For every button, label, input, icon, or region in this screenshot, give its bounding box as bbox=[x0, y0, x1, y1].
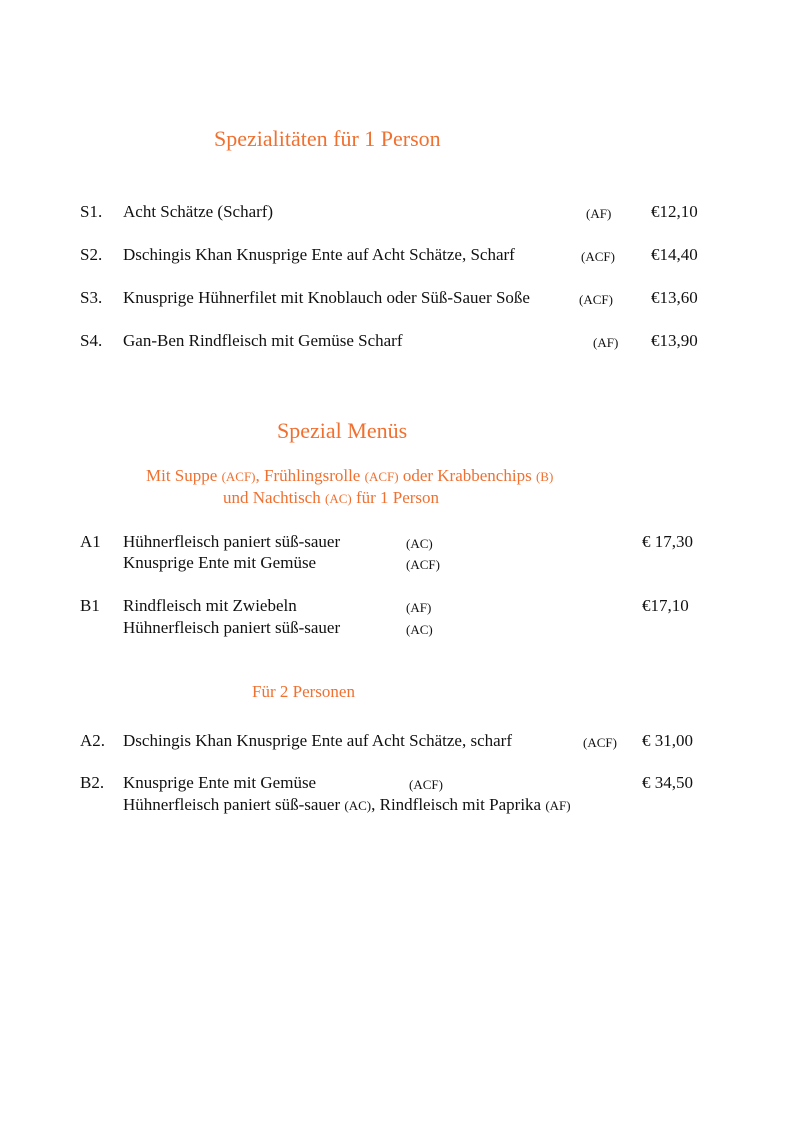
item-code: B1 bbox=[80, 596, 100, 615]
item-name: Hühnerfleisch paniert süß-sauer bbox=[123, 618, 341, 637]
item-price: € 31,00 bbox=[642, 731, 693, 750]
item-code: A2. bbox=[80, 731, 106, 750]
item-name: Acht Schätze (Scharf) bbox=[123, 202, 274, 221]
section-title-specialties: Spezialitäten für 1 Person bbox=[214, 126, 441, 151]
item-name: Rindfleisch mit Zwiebeln bbox=[123, 596, 297, 615]
item-allergens: (AF) bbox=[545, 798, 571, 813]
subtitle-allergens: (AC) bbox=[324, 491, 352, 506]
item-code: S4. bbox=[80, 331, 103, 350]
item-name: Knusprige Ente mit Gemüse bbox=[123, 773, 317, 792]
item-name: Hühnerfleisch paniert süß-sauer bbox=[123, 532, 341, 551]
item-allergens: (ACF) bbox=[406, 557, 440, 572]
item-allergens: (ACF) bbox=[581, 249, 615, 264]
item-allergens: (AF) bbox=[586, 206, 612, 221]
item-name: Dschingis Khan Knusprige Ente auf Acht Schätze, Scharf bbox=[123, 245, 515, 264]
item-price: €13,90 bbox=[651, 331, 698, 350]
item-allergens: (AC) bbox=[406, 622, 433, 637]
item-allergens: (AC) bbox=[344, 798, 372, 813]
menu-subtitle-line-1 bbox=[146, 466, 553, 486]
subtitle-text: oder Krabbenchips bbox=[398, 466, 536, 485]
subtitle-text: für 1 Person bbox=[351, 488, 440, 507]
item-extra-line bbox=[123, 795, 571, 815]
subtitle-text: Mit Suppe bbox=[146, 466, 222, 485]
item-name: Hühnerfleisch paniert süß-sauer bbox=[123, 795, 345, 814]
item-price: €12,10 bbox=[651, 202, 698, 221]
item-code: A1 bbox=[80, 532, 101, 551]
item-name: Gan-Ben Rindfleisch mit Gemüse Scharf bbox=[123, 331, 403, 350]
item-allergens: (AF) bbox=[593, 335, 619, 350]
item-price: €17,10 bbox=[642, 596, 689, 615]
item-name: Dschingis Khan Knusprige Ente auf Acht Schätze, scharf bbox=[123, 731, 512, 750]
item-allergens: (AF) bbox=[406, 600, 432, 615]
item-code: S1. bbox=[80, 202, 103, 221]
menu-subtitle-line-2 bbox=[223, 488, 439, 508]
item-price: € 17,30 bbox=[642, 532, 693, 551]
item-price: € 34,50 bbox=[642, 773, 693, 792]
item-allergens: (ACF) bbox=[583, 735, 617, 750]
item-code: S3. bbox=[80, 288, 103, 307]
subtitle-text: und Nachtisch bbox=[223, 488, 325, 507]
item-price: €14,40 bbox=[651, 245, 698, 264]
item-allergens: (AC) bbox=[406, 536, 433, 551]
item-price: €13,60 bbox=[651, 288, 698, 307]
section-title-two-persons: Für 2 Personen bbox=[252, 682, 355, 701]
subtitle-allergens: (ACF) bbox=[221, 469, 256, 484]
subtitle-allergens: (B) bbox=[535, 469, 554, 484]
item-allergens: (ACF) bbox=[409, 777, 443, 792]
section-title-special-menus: Spezial Menüs bbox=[277, 418, 408, 443]
item-code: B2. bbox=[80, 773, 105, 792]
subtitle-text: , Frühlingsrolle bbox=[255, 466, 365, 485]
item-name: Knusprige Hühnerfilet mit Knoblauch oder Süß-Sauer Soße bbox=[123, 288, 530, 307]
subtitle-allergens: (ACF) bbox=[364, 469, 399, 484]
item-code: S2. bbox=[80, 245, 103, 264]
item-allergens: (ACF) bbox=[579, 292, 613, 307]
item-name: , Rindfleisch mit Paprika bbox=[371, 795, 546, 814]
item-name: Knusprige Ente mit Gemüse bbox=[123, 553, 317, 572]
